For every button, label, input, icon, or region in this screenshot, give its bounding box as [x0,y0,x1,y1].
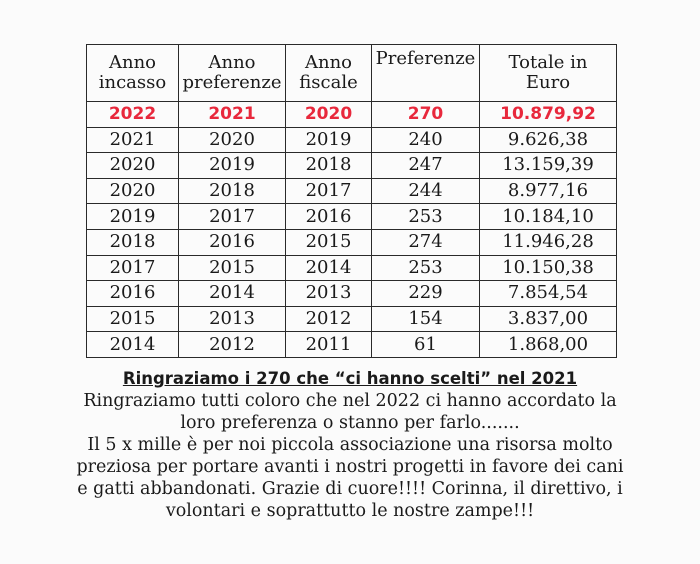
cell-totale-euro: 8.977,16 [480,178,617,204]
cell-anno-incasso: 2020 [87,178,179,204]
message-line: Il 5 x mille è per noi piccola associazione una risorsa molto [87,435,613,455]
header-preferenze: Preferenze [372,45,480,102]
cell-anno-incasso: 2016 [87,281,179,307]
cell-totale-euro: 9.626,38 [480,127,617,153]
message-line: preziosa per portare avanti i nostri progetti in favore dei cani [76,457,624,477]
message-line: loro preferenza o stanno per farlo....... [180,413,520,433]
cell-anno-preferenze: 2013 [179,306,286,332]
cell-preferenze: 274 [372,229,480,255]
cell-anno-incasso: 2015 [87,306,179,332]
table-row [87,229,617,255]
cell-totale-euro: 10.879,92 [480,102,617,128]
cell-preferenze: 240 [372,127,480,153]
cell-anno-fiscale: 2019 [286,127,372,153]
table-row [87,306,617,332]
cell-totale-euro: 11.946,28 [480,229,617,255]
cell-totale-euro: 1.868,00 [480,332,617,358]
table-header-row [87,45,617,102]
cell-anno-fiscale: 2015 [286,229,372,255]
table-row [87,153,617,179]
cell-preferenze: 61 [372,332,480,358]
cell-preferenze: 244 [372,178,480,204]
cell-anno-incasso: 2022 [87,102,179,128]
cell-anno-incasso: 2018 [87,229,179,255]
message-line: e gatti abbandonati. Grazie di cuore!!!! Corinna, il direttivo, i [77,479,623,499]
table-row-highlight [87,102,617,128]
table-row [87,204,617,230]
table-row [87,255,617,281]
header-totale-euro: Totale in Euro [480,45,617,102]
cell-anno-preferenze: 2014 [179,281,286,307]
cell-preferenze: 247 [372,153,480,179]
cell-anno-incasso: 2020 [87,153,179,179]
cell-anno-incasso: 2019 [87,204,179,230]
thank-you-message [20,368,680,522]
cell-totale-euro: 13.159,39 [480,153,617,179]
cell-anno-preferenze: 2020 [179,127,286,153]
cell-anno-fiscale: 2020 [286,102,372,128]
table-row [87,178,617,204]
table-row [87,332,617,358]
cell-anno-fiscale: 2016 [286,204,372,230]
cell-anno-fiscale: 2012 [286,306,372,332]
cell-anno-incasso: 2017 [87,255,179,281]
cell-anno-preferenze: 2015 [179,255,286,281]
cell-totale-euro: 3.837,00 [480,306,617,332]
cell-anno-preferenze: 2018 [179,178,286,204]
cell-anno-preferenze: 2016 [179,229,286,255]
cell-anno-preferenze: 2019 [179,153,286,179]
cell-anno-incasso: 2021 [87,127,179,153]
header-anno-incasso: Anno incasso [87,45,179,102]
header-anno-preferenze: Anno preferenze [179,45,286,102]
table-row [87,127,617,153]
cell-anno-preferenze: 2012 [179,332,286,358]
cell-preferenze: 253 [372,255,480,281]
message-line: volontari e soprattutto le nostre zampe!!! [165,501,535,521]
message-line: Ringraziamo tutti coloro che nel 2022 ci hanno accordato la [83,391,617,411]
cell-anno-fiscale: 2014 [286,255,372,281]
cell-anno-preferenze: 2017 [179,204,286,230]
preferences-table [86,44,617,358]
cell-anno-fiscale: 2018 [286,153,372,179]
cell-totale-euro: 10.184,10 [480,204,617,230]
header-anno-fiscale: Anno fiscale [286,45,372,102]
cell-totale-euro: 7.854,54 [480,281,617,307]
cell-preferenze: 270 [372,102,480,128]
table-row [87,281,617,307]
cell-preferenze: 154 [372,306,480,332]
cell-anno-preferenze: 2021 [179,102,286,128]
cell-totale-euro: 10.150,38 [480,255,617,281]
cell-preferenze: 229 [372,281,480,307]
cell-anno-fiscale: 2011 [286,332,372,358]
cell-anno-fiscale: 2013 [286,281,372,307]
message-title: Ringraziamo i 270 che “ci hanno scelti” nel 2021 [122,369,578,388]
cell-anno-fiscale: 2017 [286,178,372,204]
cell-anno-incasso: 2014 [87,332,179,358]
cell-preferenze: 253 [372,204,480,230]
